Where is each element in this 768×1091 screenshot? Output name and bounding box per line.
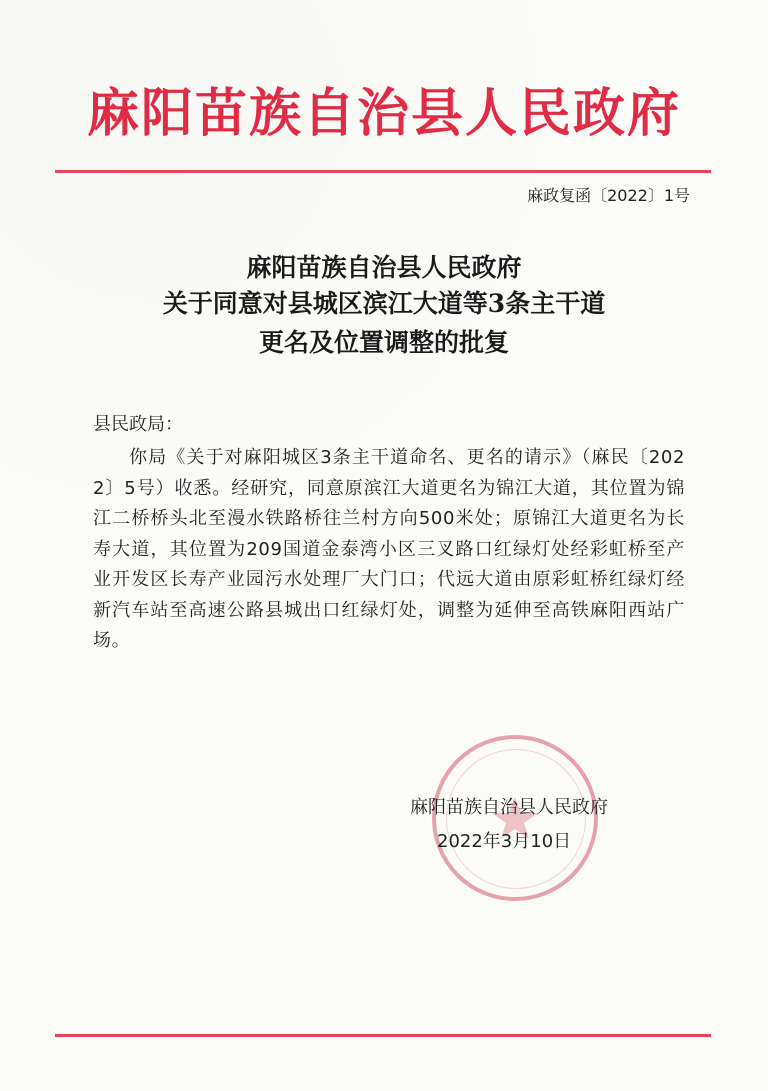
document-number: 麻政复函〔2022〕1号 (527, 186, 690, 205)
document-title-line-3: 更名及位置调整的批复 (258, 328, 509, 357)
document-title-line-2: 关于同意对县城区滨江大道等3条主干道 (162, 289, 606, 318)
signature-organization: 麻阳苗族自治县人民政府 (410, 797, 608, 818)
masthead-red-rule (55, 170, 711, 173)
document-title-line-1: 麻阳苗族自治县人民政府 (246, 253, 522, 282)
salutation: 县民政局： (93, 414, 183, 435)
signature-date: 2022年3月10日 (437, 831, 572, 852)
footer-red-rule (55, 1034, 711, 1037)
body-paragraph: 你局《关于对麻阳城区3条主干道命名、更名的请示》（麻民〔2022〕5号）收悉。经研究，同意原滨江大道更名为锦江大道，其位置为锦江二桥桥头北至漫水铁路桥往兰村方向500米处；原锦江大道更名为长寿大道，其位置为209国道金泰湾小区三叉路口红绿灯处经彩虹桥至产业开发区长寿产业园污水处理厂大门口；代远大道由原彩虹桥红绿灯经新汽车站至高速公路县城出口红绿灯处，调整为延伸至高铁麻阳西站广场。 (93, 447, 685, 651)
masthead-title: 麻阳苗族自治县人民政府 (86, 83, 681, 144)
